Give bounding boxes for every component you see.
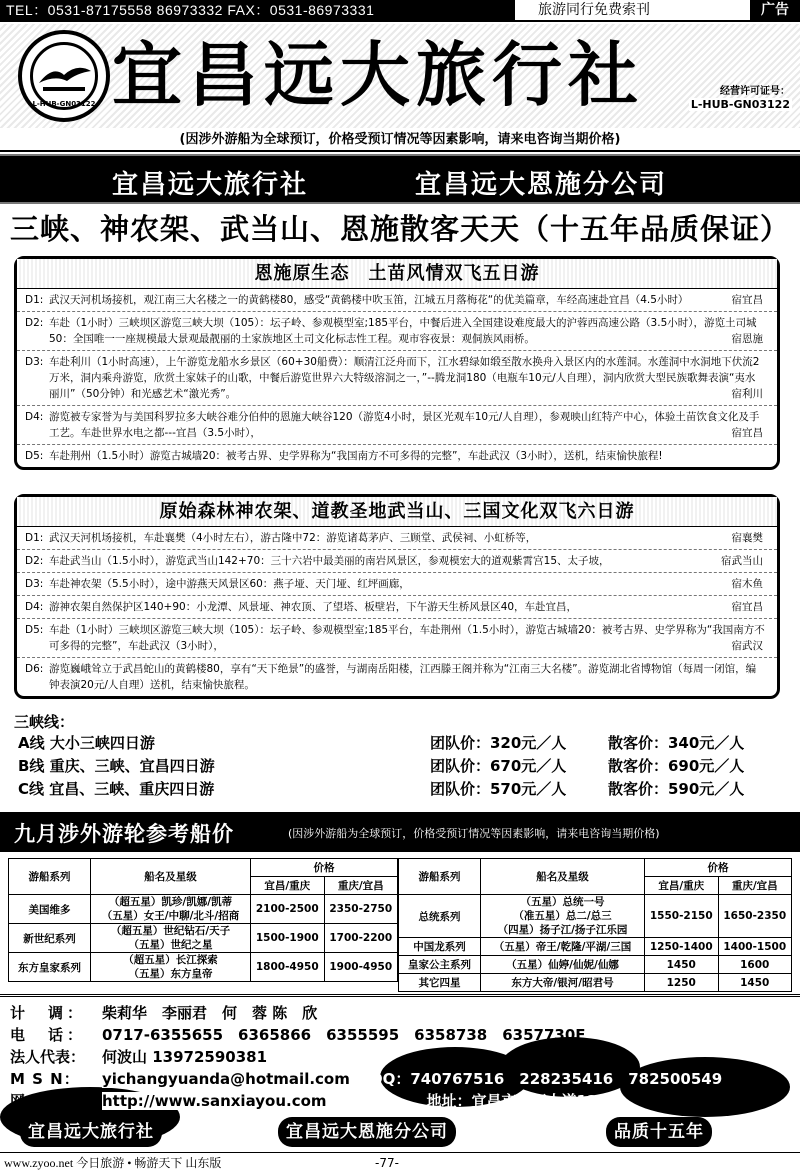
cruise-note: (因涉外游船为全球预订，价格受预订情况等因素影响，请来电咨询当期价格) bbox=[288, 827, 660, 840]
overnight-stay: 宿恩施 bbox=[726, 331, 764, 347]
footer-brand-quality: 品质十五年 bbox=[606, 1117, 712, 1147]
itinerary-day: D2: 车赴武当山（1.5小时），游览武当山142+70：三十六岩中最美丽的南岩风景区，参观模宏大的道观紫霄宫15、太子坡， 宿武当山 bbox=[17, 550, 777, 573]
cruise-table-left: 游船系列 船名及星级 价格 宜昌/重庆 重庆/宜昌 美国维多 （超五星）凯珍/凯娜/凯蒂 （五星）女王/中聊/北斗/招商 2100-2500 2350-2750 新世纪系列 （超五星）世纪钻石/天子 （五星）世纪之星 1500-1900 1700-2200 东方皇家系列 （超五星）长江探索 （五星）东方皇帝 1800-4950 1900-4950 bbox=[8, 858, 398, 982]
footer bbox=[0, 994, 800, 1150]
cruise-header bbox=[0, 812, 800, 852]
legal-line: 法人代表： 何波山 13972590381 bbox=[10, 1048, 268, 1066]
itinerary-day: D4: 游神农架自然保护区140+90：小龙潭、风景垭、神农顶、了望塔、板壁岩，下午游天生桥风景区40，车赴宜昌， 宿宜昌 bbox=[17, 596, 777, 619]
gorges-line: C线 宜昌、三峡、重庆四日游 团队价：570元／人 散客价：590元／人 bbox=[14, 778, 794, 801]
header bbox=[0, 24, 800, 128]
gorges-line: B线 重庆、三峡、宜昌四日游 团队价：670元／人 散客价：690元／人 bbox=[14, 755, 794, 778]
cruise-table-right: 游船系列 船名及星级 价格 宜昌/重庆 重庆/宜昌 总统系列 （五星）总统一号 （准五星）总二/总三 （四星）扬子江/扬子江乐园 1550-2150 1650-2350 中国龙系列 （五星）帝王/乾隆/平湖/三国 1250-1400 1400-1500 皇家公主系列 （五星）仙婷/仙妮/仙娜 1450 1600 其它四星 东方大帝/银河/昭君号 1250 1450 bbox=[398, 858, 792, 992]
logo-code: L-HUB-GN03122 bbox=[32, 100, 96, 108]
overnight-stay: 宿武汉 bbox=[726, 638, 764, 654]
overnight-stay: 宿宜昌 bbox=[726, 292, 764, 308]
company-main: 宜昌远大旅行社 bbox=[112, 170, 309, 200]
individual-price: 散客价：340元／人 bbox=[608, 734, 745, 752]
cruise-title: 九月涉外游轮参考船价 bbox=[14, 822, 234, 846]
team-price: 团队价：570元／人 bbox=[430, 780, 567, 798]
overnight-stay: 宿襄樊 bbox=[726, 530, 764, 546]
license-label: 经营许可证号： bbox=[720, 86, 790, 97]
table-row: 新世纪系列 （超五星）世纪钻石/天子 （五星）世纪之星 1500-1900 1700-2200 bbox=[9, 924, 398, 953]
page-number: -77- bbox=[375, 1156, 399, 1170]
itinerary-day: D6: 游览巍峨耸立于武昌蛇山的黄鹤楼80，享有“天下绝景”的盛誉，与湖南岳阳楼，江西滕王阁并称为“江南三大名楼”。游览湖北省博物馆（每周一闭馆，编钟表演20元/人自理）送机，结束愉快旅程。 bbox=[25, 663, 757, 691]
company-branch: 宜昌远大恩施分公司 bbox=[415, 170, 668, 200]
three-gorges-lines bbox=[14, 712, 794, 810]
bird-icon bbox=[33, 45, 95, 107]
site-credit: www.zyoo.net 今日旅游 • 畅游天下 山东版 bbox=[4, 1156, 222, 1170]
web-line: 网 址： http://www.sanxiayou.com 地址：宜昌市沿江大道124号 bbox=[10, 1092, 623, 1110]
msn-line: M S N： yichangyuanda@hotmail.com QQ：740767516 228235416 782500549 bbox=[10, 1070, 723, 1088]
overnight-stay: 宿木鱼 bbox=[726, 576, 764, 592]
overnight-stay: 宿利川 bbox=[726, 386, 764, 402]
footer-brand-main: 宜昌远大旅行社 bbox=[20, 1117, 162, 1147]
agency-logo bbox=[18, 30, 110, 122]
itinerary-day: D2: 车赴（1小时）三峡坝区游览三峡大坝（105）：坛子岭、参观模型室;185平台，中餐后进入全国建设难度最大的沪蓉西高速公路（3.5小时），游览土司城50：全国唯一一座规模最大景观最靓丽的土家族地区土司文化标志性工程。观市容夜景：观侗族风雨桥。 宿恩施 bbox=[17, 312, 777, 351]
tour-enshi bbox=[14, 256, 780, 470]
team-price: 团队价：670元／人 bbox=[430, 757, 567, 775]
brand-name: 宜昌远大旅行社 bbox=[112, 34, 644, 116]
team-price: 团队价：320元／人 bbox=[430, 734, 567, 752]
itinerary-day: D1: 武汉天河机场接机，车赴襄樊（4小时左右），游古隆中72：游览诸葛茅庐、三顾堂、武侯祠、小虹桥等， 宿襄樊 bbox=[17, 527, 777, 550]
overnight-stay: 宿宜昌 bbox=[726, 425, 764, 441]
tour-title: 原始森林神农架、道教圣地武当山、三国文化双飞六日游 bbox=[17, 497, 777, 527]
itinerary-day: D3: 车赴利川（1小时高速），上午游览龙船水乡景区（60+30船费）：顺清江泛舟而下，江水碧绿如缎至散水换舟入景区内的水莲洞。水莲洞中水洞地下伏流2万米，洞内乘舟游览，欣赏土家妹子的山歌，中餐后游览世界六大特级溶洞之一，”--腾龙洞180（电瓶车10元/人自理），洞内欣赏大型民族歌舞表演“夷水丽川”（50分钟）和光感艺术“激光秀”。 宿利川 bbox=[17, 351, 777, 406]
planners-line: 计 调： 柴莉华 李丽君 何 蓉 陈 欣 bbox=[10, 1004, 318, 1022]
itinerary-day: D4: 游览被专家誉为与美国科罗拉多大峡谷难分伯仲的恩施大峡谷120（游览4小时，景区光观车10元/人自理），参观映山红特产中心，体验土苗饮食文化及手工艺。车赴世界水电之都---宜昌（3.5小时）， 宿宜昌 bbox=[17, 406, 777, 445]
gorges-title: 三峡线： bbox=[14, 713, 75, 731]
tour-title: 恩施原生态 土苗风情双飞五日游 bbox=[17, 259, 777, 289]
free-index-text: 旅游同行免费索刊 bbox=[538, 2, 650, 18]
table-row: 中国龙系列 （五星）帝王/乾隆/平湖/三国 1250-1400 1400-1500 bbox=[399, 938, 792, 956]
price-notice: (因涉外游船为全球预订，价格受预订情况等因素影响，请来电咨询当期价格) bbox=[0, 128, 800, 152]
contact-numbers: TEL：0531-87175558 86973332 FAX：0531-86973331 bbox=[0, 0, 515, 20]
individual-price: 散客价：690元／人 bbox=[608, 757, 745, 775]
headline: 三峡、神农架、武当山、恩施散客天天（十五年品质保证） bbox=[9, 212, 790, 246]
itinerary-day: D1: 武汉天河机场接机，观江南三大名楼之一的黄鹤楼80，感受“黄鹤楼中吹玉笛，江城五月落梅花“的优美篇章，车经高速赴宜昌（4.5小时） 宿宜昌 bbox=[17, 289, 777, 312]
table-row: 其它四星 东方大帝/银河/昭君号 1250 1450 bbox=[399, 974, 792, 992]
overnight-stay: 宿武当山 bbox=[715, 553, 763, 569]
itinerary-day: D5: 车赴（1小时）三峡坝区游览三峡大坝（105）：坛子岭、参观模型室;185平台，车赴荆州（1.5小时），游览古城墙20：被考古界、史学界称为“我国南方不可多得的完整”，车赴武汉（3小时）， 宿武汉 bbox=[17, 619, 777, 658]
ad-label: 广告 bbox=[750, 0, 800, 20]
table-row: 东方皇家系列 （超五星）长江探索 （五星）东方皇帝 1800-4950 1900-4950 bbox=[9, 953, 398, 982]
itinerary-day: D3: 车赴神农架（5.5小时），途中游燕天风景区60：燕子垭、天门垭、红坪画廊， 宿木鱼 bbox=[17, 573, 777, 596]
overnight-stay: 宿宜昌 bbox=[726, 599, 764, 615]
gorges-line: A线 大小三峡四日游 团队价：320元／人 散客价：340元／人 bbox=[14, 732, 794, 755]
individual-price: 散客价：590元／人 bbox=[608, 780, 745, 798]
top-bar bbox=[0, 0, 800, 22]
license-number: L-HUB-GN03122 bbox=[690, 98, 790, 111]
company-banner bbox=[0, 154, 800, 204]
footer-brand-branch: 宜昌远大恩施分公司 bbox=[278, 1117, 456, 1147]
tour-shennongjia bbox=[14, 494, 780, 699]
table-row: 皇家公主系列 （五星）仙婷/仙妮/仙娜 1450 1600 bbox=[399, 956, 792, 974]
table-row: 美国维多 （超五星）凯珍/凯娜/凯蒂 （五星）女王/中聊/北斗/招商 2100-2500 2350-2750 bbox=[9, 895, 398, 924]
bottom-strip bbox=[0, 1152, 800, 1172]
table-row: 总统系列 （五星）总统一号 （准五星）总二/总三 （四星）扬子江/扬子江乐园 1550-2150 1650-2350 bbox=[399, 895, 792, 938]
phone-line: 电 话： 0717-6355655 6365866 6355595 6358738 6357730F bbox=[10, 1026, 586, 1044]
itinerary-day: D5: 车赴荆州（1.5小时）游览古城墙20：被考古界、史学界称为“我国南方不可多得的完整”，车赴武汉（3小时），送机，结束愉快旅程! bbox=[25, 450, 663, 462]
